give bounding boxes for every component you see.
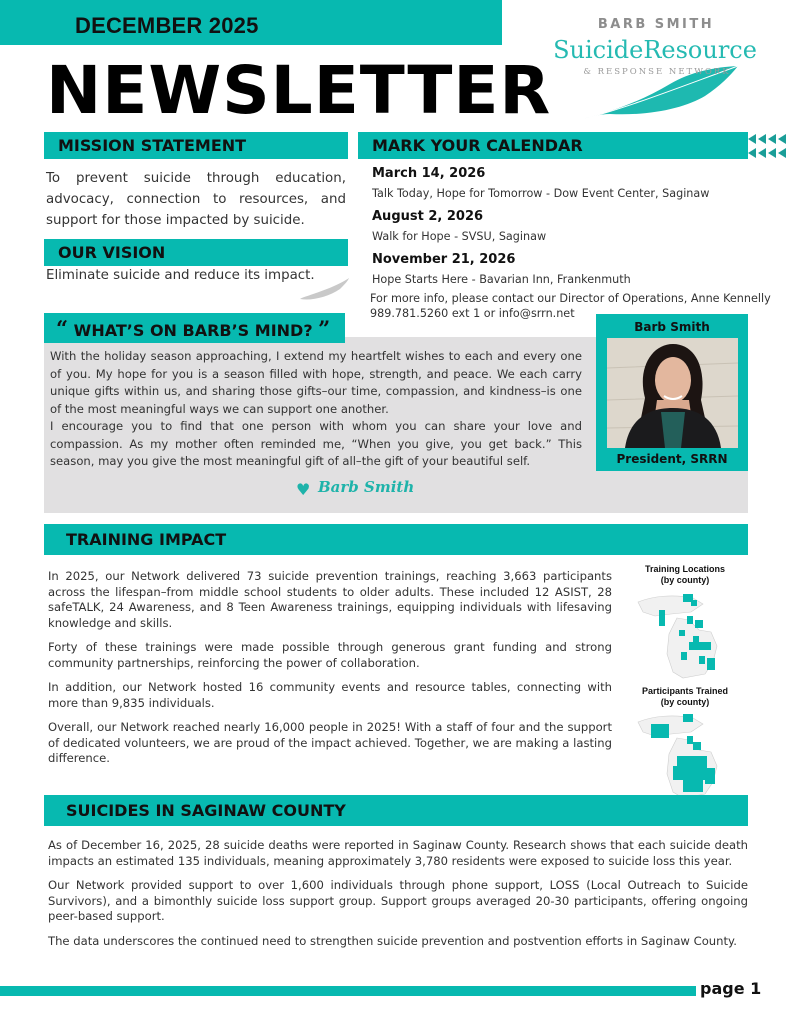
mind-heading: WHAT’S ON BARB’S MIND? [73,321,313,340]
footer-bar [0,986,696,996]
saginaw-paragraph: The data underscores the continued need to strengthen suicide prevention and postvention efforts in Saginaw County. [48,933,737,948]
event-description: Talk Today, Hope for Tomorrow - Dow Event Center, Saginaw [372,187,710,200]
arrows-decoration-icon [748,134,788,160]
saginaw-paragraph: As of December 16, 2025, 28 suicide deaths were reported in Saginaw County. Research shows that each suicide death impacts an estimated 135 individuals, meaning approximately 3,780 residents were exposed to suicide loss this year. [48,838,748,868]
training-heading: TRAINING IMPACT [66,530,227,549]
map-title-line: (by county) [660,697,710,707]
photo-name: Barb Smith [634,320,710,334]
vision-heading-bar [44,239,348,266]
event-date: March 14, 2026 [372,166,486,181]
newsletter-title: NEWSLETTER [46,52,552,129]
event-date: August 2, 2026 [372,209,484,224]
mission-heading-bar [44,132,348,159]
training-heading-bar [44,524,748,555]
logo-main-line: SuicideResource [553,36,757,64]
issue-month: DECEMBER 2025 [75,13,259,38]
contact-phone-email[interactable]: 989.781.5260 ext 1 or info@srrn.net [370,307,575,320]
training-paragraph: Forty of these trainings were made possible through generous grant funding and strong community partnerships, reinforcing the power of collaboration. [48,640,612,670]
small-feather-icon [298,277,350,303]
heart-icon: ♥ [296,480,311,499]
saginaw-heading: SUICIDES IN SAGINAW COUNTY [66,801,346,820]
map-title-participants-trained [625,686,745,708]
signature: Barb Smith [318,478,415,496]
logo-top-line: BARB SMITH [597,17,715,32]
map-title-line: Training Locations [644,564,725,574]
mission-text: To prevent suicide through education, advocacy, connection to resources, and support for those impacted by suicide. [46,171,346,228]
training-body [48,569,612,776]
training-paragraph: In 2025, our Network delivered 73 suicide prevention trainings, reaching 3,663 participants across the lifespan–from middle school students to older adults. These included 12 ASIST, 28 safeTALK, 24 Awareness, and 8 Teen Awareness trainings, equipping individuals with lifesaving knowledge and skills. [48,569,612,630]
mind-letter [50,348,582,471]
calendar-heading: MARK YOUR CALENDAR [372,136,583,155]
mind-paragraph: I encourage you to find that one person with whom you can share your love and compassion. As my mother often reminded me, “When you give, you get back.” This season, may you give the most meaningful gift of all–the gift of your beautiful self. [50,419,582,468]
training-paragraph: Overall, our Network reached nearly 16,000 people in 2025! With a staff of four and the support of dedicated volunteers, we are proud of the impact achieved. Together, we are making a lasting difference. [48,720,612,765]
calendar-heading-bar [358,132,748,159]
mind-paragraph: With the holiday season approaching, I extend my heartfelt wishes to each and every one of you. My hope for you is a season filled with hope, strength, and peace. We each carry unique gifts within us, and sharing those gifts–our time, compassion, and kindness–is one of the most meaningful ways we can support one another. [50,349,582,416]
vision-heading: OUR VISION [58,243,166,262]
map-title-training-locations [625,564,745,586]
event-date: November 21, 2026 [372,252,516,267]
open-quote-icon: “ [56,316,69,341]
saginaw-body [48,838,748,958]
portrait-image-icon [607,338,738,448]
page-number: page 1 [700,979,762,998]
contact-info: For more info, please contact our Director of Operations, Anne Kennelly [370,292,771,305]
training-locations-map [633,590,743,680]
vision-text: Eliminate suicide and reduce its impact. [46,268,315,283]
map-title-line: (by county) [660,575,710,585]
photo-role: President, SRRN [616,452,728,466]
saginaw-heading-bar [44,795,748,826]
portrait-photo [607,338,738,448]
map-title-line: Participants Trained [641,686,729,696]
close-quote-icon: ” [318,316,331,341]
training-paragraph: In addition, our Network hosted 16 community events and resource tables, connecting with more than 9,835 individuals. [48,680,612,710]
participants-trained-map [633,710,743,800]
event-description: Hope Starts Here - Bavarian Inn, Frankenmuth [372,273,631,286]
logo-sub-line: & RESPONSE NETWORK [583,67,731,77]
mission-heading: MISSION STATEMENT [58,136,247,155]
saginaw-paragraph: Our Network provided support to over 1,600 individuals through phone support, LOSS (Local Outreach to Suicide Survivors), and a bimonthly suicide loss support group. Support groups averaged 20-30 participants, offering ongoing peer-based support. [48,878,748,923]
mind-heading-bar [44,313,345,343]
event-description: Walk for Hope - SVSU, Saginaw [372,230,547,243]
